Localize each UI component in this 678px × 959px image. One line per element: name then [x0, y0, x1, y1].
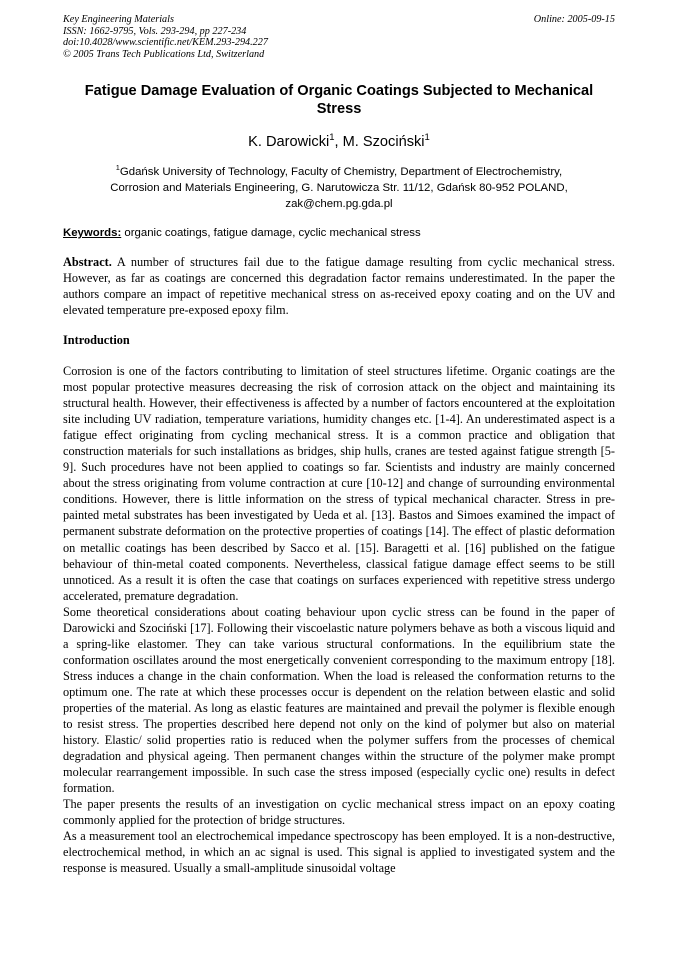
contact-email: zak@chem.pg.gda.pl	[285, 198, 393, 210]
abstract-label: Abstract.	[63, 255, 112, 269]
issn-line: ISSN: 1662-9795, Vols. 293-294, pp 227-234	[63, 25, 247, 37]
paragraph: As a measurement tool an electrochemical impedance spectroscopy has been employed. It is a non-destructive, electrochemical method, in which an ac signal is used. This signal is applied to investigated system and the response is measured. Usually a small-amplitude sinusoidal voltage	[63, 829, 615, 876]
affiliation-mark: 1	[115, 163, 120, 173]
section-heading: Introduction	[63, 333, 130, 347]
introduction-body	[63, 363, 615, 877]
journal-header	[63, 14, 615, 60]
author-separator: ,	[334, 134, 343, 150]
paragraph: Some theoretical considerations about coating behaviour upon cyclic stress can be found in the paper of Darowicki and Szociński [17]. Following their viscoelastic nature polymers behave as both a viscous liquid and a spring-like elastomer. They can take various structural conformations. In the equilibrium state the conformation oscillates around the most energetically convenient corresponding to the maximum entropy [18]. Stress induces a change in the chain conformation. When the load is released the conformation returns to the optimum one. The rate at which these processes occur is dependent on the relation between elastic and solid properties of the material. As long as elastic features are maintained and prevail the polymer is flexible enough to resist stress. The properties described here depend not only on the kind of polymer but also on material history. Elastic/ solid properties ratio is reduced when the polymer suffers from the processes of chemical degradation and physical ageing. Then permanent changes within the structure of the polymer make prompt molecular rearrangement impossible. In such case the stress imposed (especially cyclic one) results in defect formation.	[63, 604, 615, 796]
doi-line: doi:10.4028/www.scientific.net/KEM.293-294.227	[63, 37, 268, 48]
paragraph: The paper presents the results of an investigation on cyclic mechanical stress impact on an epoxy coating commonly applied for the protection of bridge structures.	[63, 797, 615, 828]
affiliation-line: Corrosion and Materials Engineering, G. Narutowicza Str. 11/12, Gdańsk 80-952 POLAND,	[110, 182, 568, 194]
abstract-text: A number of structures fail due to the fatigue damage resulting from cyclic mechanical stress. However, as far as coatings are concerned this degradation factor remains underestimated. In the paper the authors compare an impact of repetitive mechanical stress on as-received epoxy coating and on the UV and elevated temperature pre-exposed epoxy film.	[63, 255, 615, 318]
author-affiliation-mark: 1	[329, 132, 335, 144]
online-date: Online: 2005-09-15	[533, 14, 615, 25]
affiliation-text: Gdańsk University of Technology, Faculty of Chemistry, Department of Electrochemistry,	[119, 166, 563, 178]
affiliation	[63, 164, 615, 212]
journal-name: Key Engineering Materials	[63, 14, 174, 25]
keywords-text: organic coatings, fatigue damage, cyclic mechanical stress	[121, 227, 421, 239]
author-affiliation-mark: 1	[424, 132, 430, 144]
paragraph: Corrosion is one of the factors contributing to limitation of steel structures lifetime. Organic coatings are the most popular protective measures decreasing the risk of corrosion attack on the object and maintaining its structural health. However, their effectiveness is affected by a number of factors encountered at the exploitation site including UV radiation, temperature variations, humidity changes etc. [1-4]. An underestimated aspect is a fatigue effect originating from cycling mechanical stress. It is a common practice and obligation that construction materials for such installations as bridges, ship hulls, cranes are tested against fatigue strength [5-9]. Such procedures have not been applied to coatings so far. Scientists and industry are mainly concerned about the stress originating from volume contraction at cure [10-12] and change of surrounding environmental conditions. However, there is little information on the stress of typical mechanical character. Stress in pre-painted metal substrates has been investigated by Ueda et al. [13]. Bastos and Simoes examined the impact of permanent substrate deformation on the protective properties of coatings [14]. The effect of plastic deformation on metallic coatings has been described by Sacco et al. [15]. Baragetti et al. [16] published on the fatigue behaviour of thin-metal coated components. Nevertheless, classical fatigue damage effect seems to be still unnoticed. As a result it is often the case that coatings on surfaces experienced with repetitive stress undergo accelerated, premature degradation.	[63, 364, 615, 603]
copyright-line: © 2005 Trans Tech Publications Ltd, Switzerland	[63, 48, 265, 60]
affiliation-line	[63, 164, 615, 180]
paper-title: Fatigue Damage Evaluation of Organic Coatings Subjected to Mechanical Stress	[84, 83, 594, 117]
abstract	[63, 254, 615, 318]
author-list	[63, 134, 615, 151]
keywords	[63, 226, 615, 240]
author-name: M. Szociński	[342, 134, 425, 150]
author-name: K. Darowicki	[248, 134, 330, 150]
keywords-label: Keywords:	[63, 227, 122, 239]
